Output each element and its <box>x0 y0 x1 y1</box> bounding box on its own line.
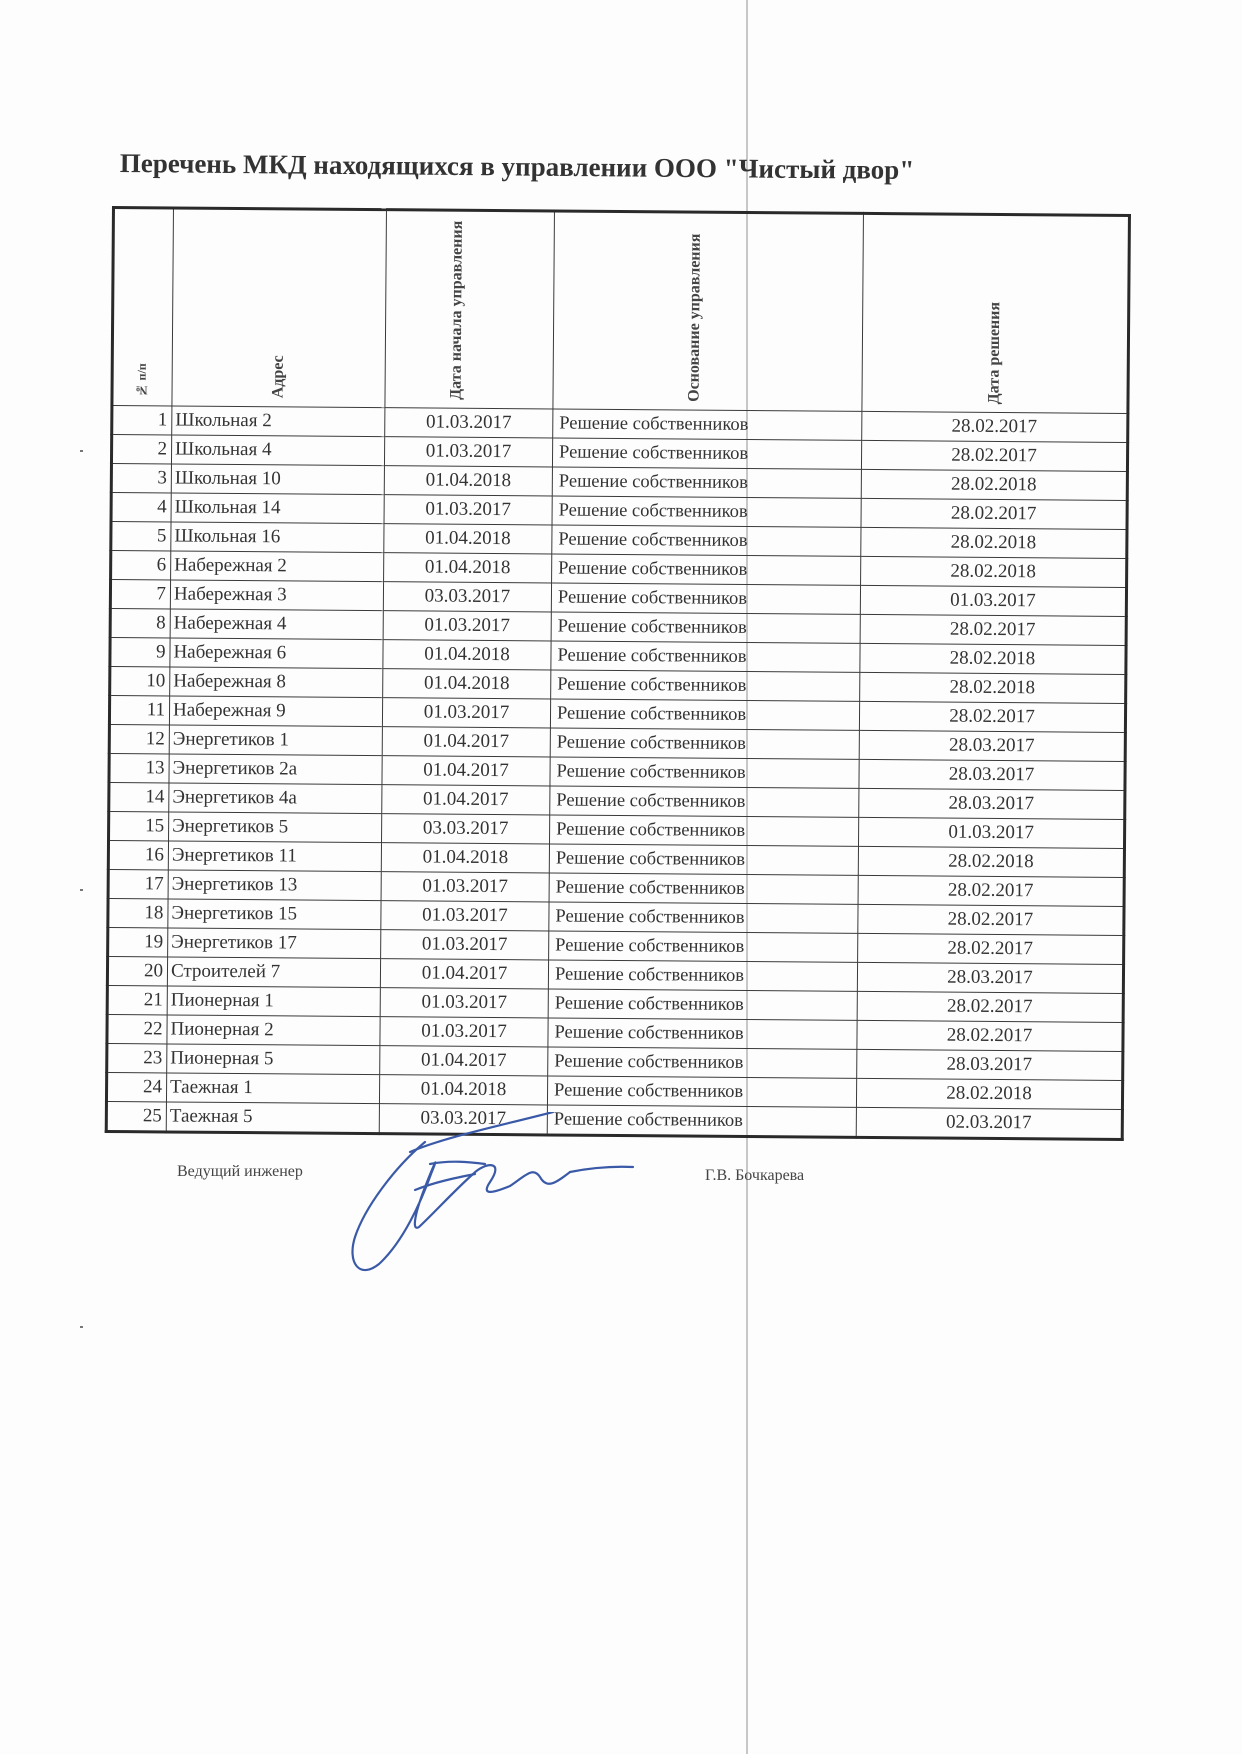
cell-basis: Решение собственников <box>549 844 858 875</box>
cell-basis: Решение собственников <box>550 699 859 730</box>
cell-address: Энергетиков 11 <box>168 841 381 872</box>
cell-number: 2 <box>111 435 171 464</box>
cell-basis: Решение собственников <box>548 989 857 1020</box>
signatory-name: Г.В. Бочкарева <box>705 1167 805 1184</box>
cell-start-date: 03.03.2017 <box>382 814 550 844</box>
cell-number: 7 <box>110 580 170 609</box>
cell-basis: Решение собственников <box>551 583 860 614</box>
cell-start-date: 01.04.2017 <box>382 785 550 815</box>
cell-start-date: 01.03.2017 <box>384 437 552 467</box>
header-address: Адрес <box>172 208 387 408</box>
cell-address: Школьная 14 <box>171 493 384 524</box>
cell-number: 17 <box>108 869 168 898</box>
cell-start-date: 01.03.2017 <box>380 1017 548 1047</box>
cell-address: Строителей 7 <box>167 957 380 988</box>
cell-address: Набережная 8 <box>170 667 383 698</box>
cell-address: Школьная 4 <box>171 435 384 466</box>
cell-decision-date: 28.02.2017 <box>858 875 1124 906</box>
cell-basis: Решение собственников <box>550 728 859 759</box>
cell-decision-date: 01.03.2017 <box>860 585 1126 616</box>
cell-address: Пионерная 5 <box>167 1044 380 1075</box>
cell-address: Энергетиков 5 <box>169 812 382 843</box>
cell-basis: Решение собственников <box>548 1047 857 1078</box>
cell-number: 12 <box>109 724 169 753</box>
cell-number: 3 <box>111 464 171 493</box>
cell-decision-date: 28.02.2017 <box>857 1020 1123 1051</box>
cell-basis: Решение собственников <box>552 438 861 469</box>
cell-start-date: 01.04.2017 <box>380 959 548 989</box>
cell-address: Таежная 1 <box>166 1073 379 1104</box>
cell-address: Энергетиков 17 <box>168 928 381 959</box>
cell-number: 23 <box>107 1043 167 1072</box>
cell-start-date: 01.03.2017 <box>384 495 552 525</box>
cell-start-date: 01.03.2017 <box>385 408 553 438</box>
cell-start-date: 01.04.2018 <box>384 466 552 496</box>
cell-decision-date: 28.03.2017 <box>859 788 1125 819</box>
cell-basis: Решение собственников <box>552 554 861 585</box>
cell-decision-date: 28.03.2017 <box>859 730 1125 761</box>
cell-start-date: 01.04.2017 <box>382 727 550 757</box>
cell-address: Таежная 5 <box>166 1102 379 1134</box>
table-header-row <box>112 208 1130 414</box>
cell-start-date: 01.03.2017 <box>383 611 551 641</box>
cell-number: 24 <box>106 1072 166 1101</box>
cell-decision-date: 28.02.2018 <box>861 556 1127 587</box>
cell-basis: Решение собственников <box>547 1105 856 1137</box>
scan-speck <box>80 450 83 452</box>
cell-address: Набережная 6 <box>170 638 383 669</box>
cell-decision-date: 28.02.2018 <box>861 527 1127 558</box>
cell-basis: Решение собственников <box>547 1076 856 1107</box>
scan-speck <box>80 1326 83 1328</box>
cell-basis: Решение собственников <box>550 815 859 846</box>
cell-number: 15 <box>109 811 169 840</box>
cell-start-date: 01.04.2018 <box>384 524 552 554</box>
cell-decision-date: 28.02.2017 <box>860 614 1126 645</box>
cell-address: Школьная 10 <box>171 464 384 495</box>
cell-start-date: 01.04.2018 <box>384 553 552 583</box>
position-label: Ведущий инженер <box>177 1163 303 1180</box>
cell-number: 1 <box>112 406 172 435</box>
header-start-date: Дата начала управления <box>385 210 555 409</box>
cell-basis: Решение собственников <box>549 873 858 904</box>
cell-start-date: 01.03.2017 <box>381 901 549 931</box>
cell-basis: Решение собственников <box>551 612 860 643</box>
cell-address: Пионерная 2 <box>167 1015 380 1046</box>
cell-number: 9 <box>110 637 170 666</box>
cell-decision-date: 28.03.2017 <box>859 759 1125 790</box>
cell-number: 13 <box>109 753 169 782</box>
cell-start-date: 01.03.2017 <box>382 698 550 728</box>
cell-decision-date: 28.02.2018 <box>860 643 1126 674</box>
cell-decision-date: 02.03.2017 <box>856 1107 1122 1139</box>
cell-address: Энергетиков 2а <box>169 754 382 785</box>
cell-start-date: 01.04.2018 <box>383 669 551 699</box>
header-basis: Основание управления <box>553 211 864 411</box>
cell-start-date: 03.03.2017 <box>383 582 551 612</box>
cell-basis: Решение собственников <box>548 1018 857 1049</box>
cell-address: Энергетиков 15 <box>168 899 381 930</box>
cell-start-date: 01.03.2017 <box>381 930 549 960</box>
scan-speck <box>80 889 83 891</box>
cell-decision-date: 28.02.2017 <box>861 440 1127 471</box>
cell-number: 21 <box>107 985 167 1014</box>
cell-basis: Решение собственников <box>550 757 859 788</box>
buildings-table <box>105 206 1131 1141</box>
cell-basis: Решение собственников <box>552 496 861 527</box>
cell-decision-date: 28.03.2017 <box>857 1049 1123 1080</box>
cell-basis: Решение собственников <box>552 467 861 498</box>
table-body <box>106 406 1128 1140</box>
cell-address: Энергетиков 1 <box>169 725 382 756</box>
cell-start-date: 01.04.2018 <box>379 1075 547 1105</box>
cell-decision-date: 28.02.2017 <box>859 701 1125 732</box>
cell-number: 20 <box>107 956 167 985</box>
cell-address: Энергетиков 13 <box>168 870 381 901</box>
cell-address: Школьная 2 <box>172 406 385 437</box>
cell-number: 10 <box>110 666 170 695</box>
cell-decision-date: 28.02.2017 <box>858 904 1124 935</box>
cell-basis: Решение собственников <box>549 931 858 962</box>
cell-decision-date: 28.02.2017 <box>857 991 1123 1022</box>
cell-start-date: 01.04.2017 <box>382 756 550 786</box>
cell-number: 19 <box>108 927 168 956</box>
cell-decision-date: 28.02.2018 <box>856 1078 1122 1109</box>
signature-icon <box>335 1112 635 1287</box>
cell-start-date: 01.04.2018 <box>383 640 551 670</box>
cell-start-date: 01.03.2017 <box>381 872 549 902</box>
cell-decision-date: 28.02.2018 <box>858 846 1124 877</box>
cell-number: 22 <box>107 1014 167 1043</box>
cell-number: 5 <box>111 522 171 551</box>
cell-address: Школьная 16 <box>171 522 384 553</box>
cell-decision-date: 01.03.2017 <box>858 817 1124 848</box>
cell-start-date: 03.03.2017 <box>379 1104 547 1135</box>
cell-decision-date: 28.02.2017 <box>858 933 1124 964</box>
header-number: № п/п <box>112 208 174 406</box>
cell-basis: Решение собственников <box>549 902 858 933</box>
cell-number: 4 <box>111 493 171 522</box>
cell-number: 25 <box>106 1101 166 1131</box>
cell-decision-date: 28.02.2017 <box>861 498 1127 529</box>
cell-number: 14 <box>109 782 169 811</box>
cell-number: 18 <box>108 898 168 927</box>
cell-address: Набережная 4 <box>170 609 383 640</box>
cell-number: 8 <box>110 608 170 637</box>
cell-number: 6 <box>111 551 171 580</box>
cell-number: 16 <box>108 840 168 869</box>
document-title: Перечень МКД находящихся в управлении ООО "Чистый двор" <box>119 148 915 185</box>
header-decision-date: Дата решения <box>862 213 1130 413</box>
cell-basis: Решение собственников <box>553 409 862 440</box>
cell-basis: Решение собственников <box>551 670 860 701</box>
cell-address: Набережная 9 <box>169 696 382 727</box>
cell-basis: Решение собственников <box>551 641 860 672</box>
cell-address: Пионерная 1 <box>167 986 380 1017</box>
cell-address: Энергетиков 4а <box>169 783 382 814</box>
cell-basis: Решение собственников <box>552 525 861 556</box>
cell-basis: Решение собственников <box>550 786 859 817</box>
cell-start-date: 01.03.2017 <box>380 988 548 1018</box>
cell-basis: Решение собственников <box>548 960 857 991</box>
cell-number: 11 <box>109 695 169 724</box>
cell-address: Набережная 3 <box>170 580 383 611</box>
cell-decision-date: 28.03.2017 <box>857 962 1123 993</box>
cell-start-date: 01.04.2018 <box>381 843 549 873</box>
cell-decision-date: 28.02.2018 <box>861 469 1127 500</box>
cell-address: Набережная 2 <box>171 551 384 582</box>
cell-decision-date: 28.02.2017 <box>862 411 1128 442</box>
cell-start-date: 01.04.2017 <box>380 1046 548 1076</box>
cell-decision-date: 28.02.2018 <box>860 672 1126 703</box>
